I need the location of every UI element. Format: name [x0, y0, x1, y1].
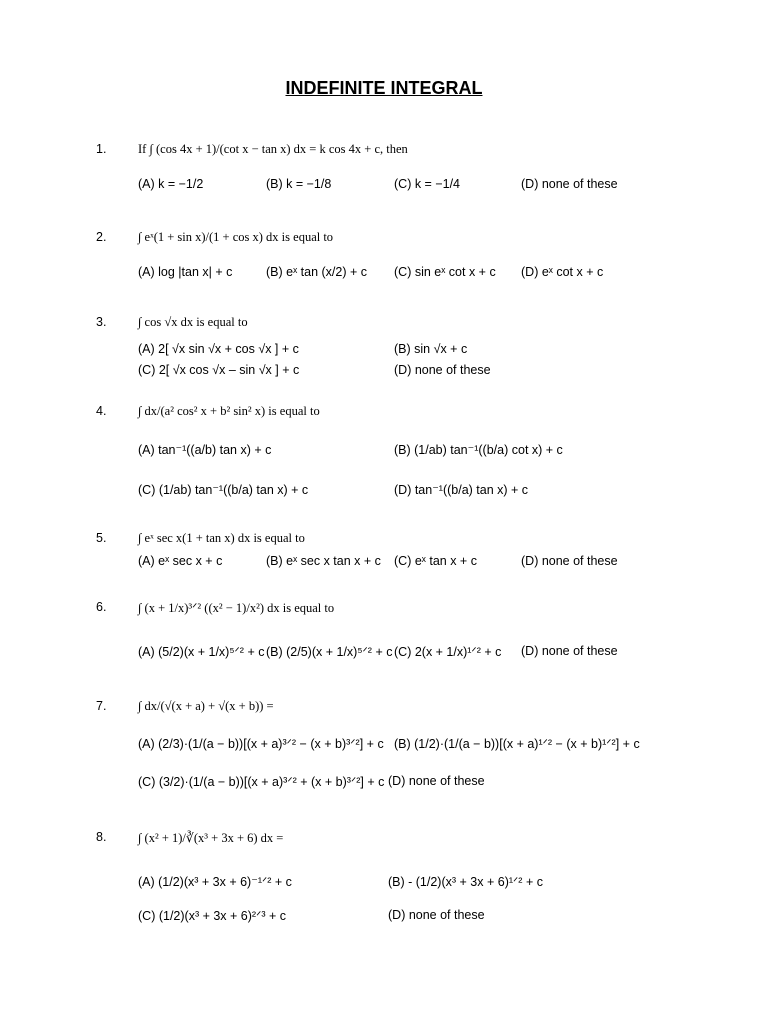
option-b: (B) sin √x + c: [394, 342, 468, 356]
question-number: 3.: [96, 315, 107, 329]
option-b: (B) (1/2)·(1/(a − b))[(x + a)¹ᐟ² − (x + b)¹ᐟ²] + c: [394, 737, 640, 751]
option-b: (B) (2/5)(x + 1/x)⁵ᐟ² + c: [266, 645, 393, 659]
option-c: (C) 2(x + 1/x)¹ᐟ² + c: [394, 645, 502, 659]
question-number: 6.: [96, 600, 107, 614]
question-number: 5.: [96, 531, 107, 545]
option-b: (B) eˣ sec x tan x + c: [266, 554, 381, 568]
option-d: (D) none of these: [521, 554, 618, 568]
question-stem: ∫ eˣ(1 + sin x)/(1 + cos x) dx is equal to: [138, 230, 334, 244]
option-c: (C) k = −1/4: [394, 177, 460, 191]
option-d: (D) none of these: [521, 644, 618, 658]
page-title: INDEFINITE INTEGRAL: [285, 78, 483, 98]
option-a: (A) log |tan x| + c: [138, 265, 233, 279]
option-c: (C) (3/2)·(1/(a − b))[(x + a)³ᐟ² + (x + b)³ᐟ²] + c: [138, 775, 385, 789]
option-d: (D) none of these: [521, 177, 618, 191]
option-a: (A) (5/2)(x + 1/x)⁵ᐟ² + c: [138, 645, 265, 659]
question-stem: ∫ cos √x dx is equal to: [138, 315, 248, 329]
option-c: (C) 2[ √x cos √x – sin √x ] + c: [138, 363, 300, 377]
option-b: (B) - (1/2)(x³ + 3x + 6)¹ᐟ² + c: [388, 875, 543, 889]
question-number: 7.: [96, 699, 107, 713]
option-a: (A) (2/3)·(1/(a − b))[(x + a)³ᐟ² − (x + b)³ᐟ²] + c: [138, 737, 384, 751]
option-b: (B) k = −1/8: [266, 177, 332, 191]
question-stem: ∫ dx/(a² cos² x + b² sin² x) is equal to: [138, 404, 320, 418]
question-stem: ∫ dx/(√(x + a) + √(x + b)) =: [138, 699, 274, 713]
option-d: (D) none of these: [394, 363, 491, 377]
option-d: (D) none of these: [388, 908, 485, 922]
option-a: (A) (1/2)(x³ + 3x + 6)⁻¹ᐟ² + c: [138, 875, 292, 889]
option-c: (C) sin eˣ cot x + c: [394, 265, 496, 279]
option-c: (C) (1/2)(x³ + 3x + 6)²ᐟ³ + c: [138, 909, 287, 923]
option-d: (D) eˣ cot x + c: [521, 265, 604, 279]
question-number: 8.: [96, 830, 107, 844]
option-c: (C) (1/ab) tan⁻¹((b/a) tan x) + c: [138, 483, 309, 497]
question-number: 2.: [96, 230, 107, 244]
option-a: (A) k = −1/2: [138, 177, 204, 191]
question-stem: If ∫ (cos 4x + 1)/(cot x − tan x) dx = k cos 4x + c, then: [138, 142, 408, 156]
option-a: (A) tan⁻¹((a/b) tan x) + c: [138, 443, 272, 457]
option-d: (D) none of these: [388, 774, 485, 788]
option-a: (A) eˣ sec x + c: [138, 554, 223, 568]
option-b: (B) (1/ab) tan⁻¹((b/a) cot x) + c: [394, 443, 563, 457]
question-stem: ∫ (x + 1/x)³ᐟ² ((x² − 1)/x²) dx is equal to: [138, 601, 335, 615]
question-stem: ∫ (x² + 1)/∛(x³ + 3x + 6) dx =: [138, 831, 284, 845]
option-d: (D) tan⁻¹((b/a) tan x) + c: [394, 483, 529, 497]
question-number: 1.: [96, 142, 107, 156]
option-a: (A) 2[ √x sin √x + cos √x ] + c: [138, 342, 299, 356]
question-stem: ∫ eˣ sec x(1 + tan x) dx is equal to: [138, 531, 305, 545]
question-number: 4.: [96, 404, 107, 418]
option-c: (C) eˣ tan x + c: [394, 554, 477, 568]
option-b: (B) eˣ tan (x/2) + c: [266, 265, 368, 279]
